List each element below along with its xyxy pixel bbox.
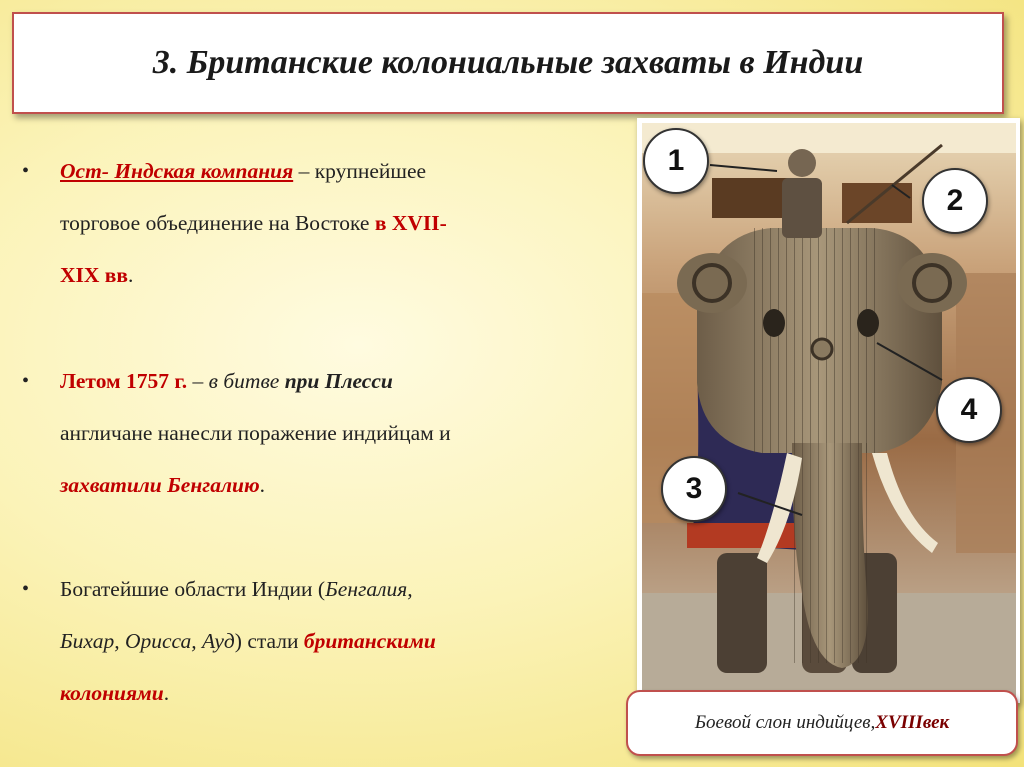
bullet-1-century: в XVII- xyxy=(374,211,447,235)
bullet-2-period: . xyxy=(259,473,266,497)
bullet-2-in-battle: в битве xyxy=(208,369,285,393)
bullet-3-line-3 xyxy=(60,667,600,719)
bullet-3-line-2 xyxy=(60,615,600,667)
caption-suffix: век xyxy=(922,712,950,733)
bullet-2-plassey: при Плесси xyxy=(284,369,393,393)
bullet-3-text-d: ) стали xyxy=(234,629,304,653)
bullet-1-line-1 xyxy=(60,145,600,197)
bullet-1-period: . xyxy=(128,263,134,287)
marker-2 xyxy=(922,168,988,234)
bullet-3-british: британскими xyxy=(303,629,436,653)
bullet-1-line-2 xyxy=(60,197,600,249)
marker-3-label: 3 xyxy=(685,472,703,505)
bullet-2-bengal: захватили Бенгалию xyxy=(60,473,260,497)
bullet-3-line-1 xyxy=(60,563,600,615)
marker-2-label: 2 xyxy=(946,184,964,217)
bullet-dot-icon: • xyxy=(22,370,30,392)
bullet-3-text-a: Богатейшие области Индии ( xyxy=(60,577,326,601)
bullet-2-line-3 xyxy=(60,459,600,511)
caption-text: Боевой слон индийцев, xyxy=(694,712,876,733)
slide-title: 3. Британские колониальные захваты в Индии xyxy=(152,44,864,81)
title-box xyxy=(12,12,1004,114)
marker-3 xyxy=(661,456,727,522)
bullet-dot-icon: • xyxy=(22,578,30,600)
marker-4 xyxy=(936,377,1002,443)
caption-century: XVIII xyxy=(875,712,923,733)
marker-1 xyxy=(643,128,709,194)
bullet-1-century-end: XIX вв xyxy=(60,263,129,287)
bullet-3-bengal: Бенгалия, xyxy=(325,577,413,601)
marker-1-label: 1 xyxy=(667,144,685,177)
bullet-3-period: . xyxy=(163,681,170,705)
photo-caption xyxy=(626,690,1018,756)
bullet-2-line-2 xyxy=(60,407,600,459)
bullet-dot-icon: • xyxy=(22,160,30,182)
bullet-2-dash: – xyxy=(187,369,209,393)
bullet-3-colonies: колониями xyxy=(60,681,164,705)
bullet-2-line-1 xyxy=(60,355,600,407)
bullet-1-text-b: – крупнейшее xyxy=(293,159,427,183)
marker-4-label: 4 xyxy=(960,393,978,426)
bullet-1-text-c: торговое объединение на Востоке xyxy=(60,211,375,235)
bullet-3-regions: Бихар, Орисса, Ауд xyxy=(60,629,235,653)
company-name: Ост- Индская компания xyxy=(60,159,294,183)
bullet-2-text-e: англичане нанесли поражение индийцам и xyxy=(60,421,451,445)
bullet-2-date: Летом 1757 г. xyxy=(60,369,188,393)
bullet-1-line-3 xyxy=(60,249,600,301)
